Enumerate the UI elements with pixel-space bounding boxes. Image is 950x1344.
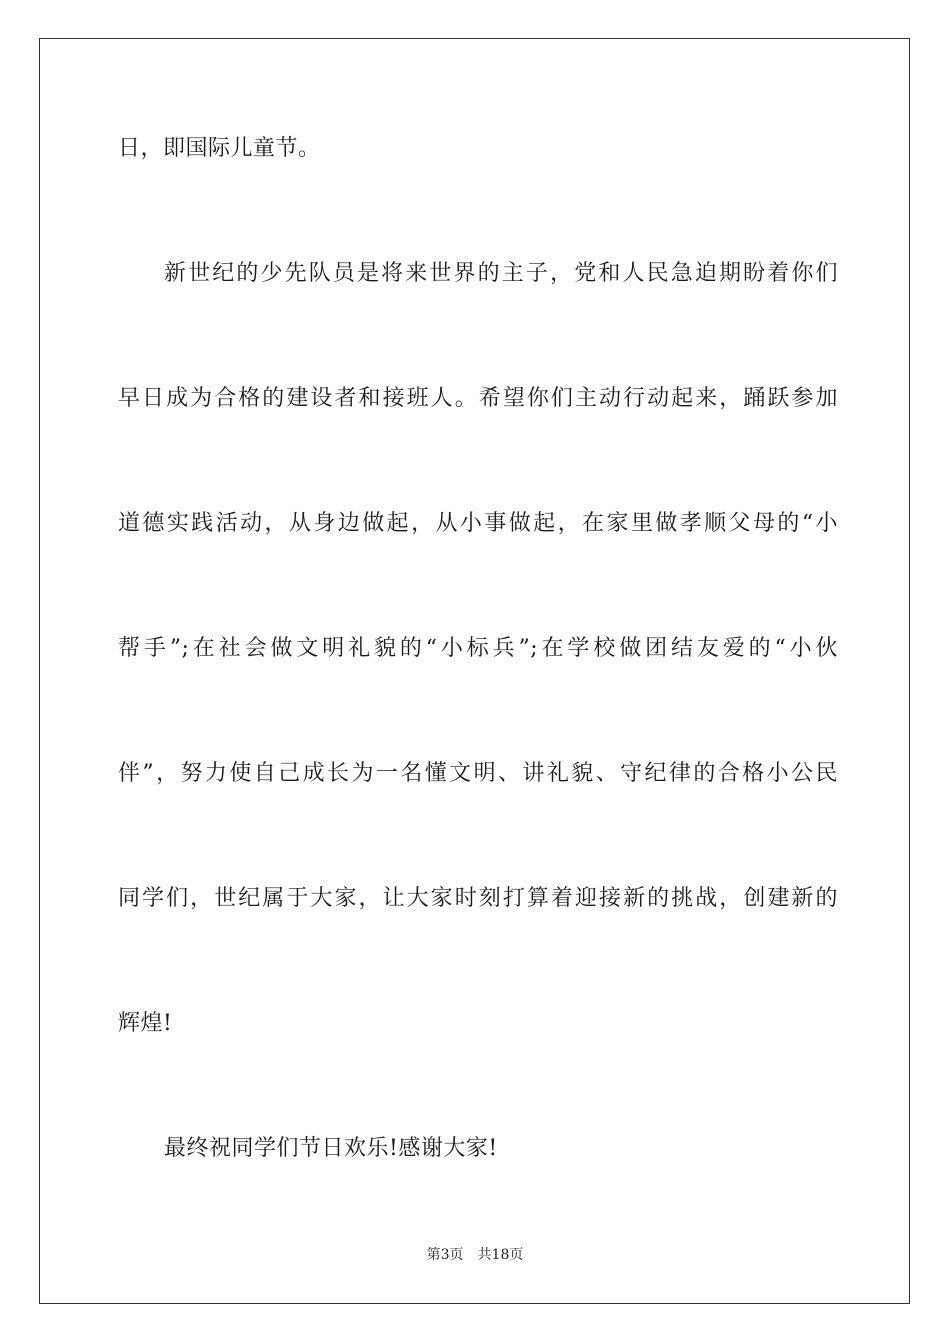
paragraph-line: 新世纪的少先队员是将来世界的主子，党和人民急迫期盼着你们 [164,261,838,286]
paragraph-line: 最终祝同学们节日欢乐!感谢大家! [164,1136,498,1161]
page-footer [0,1246,950,1264]
paragraph-line: 伴”，努力使自己成长为一名懂文明、讲礼貌、守纪律的合格小公民 [118,761,838,786]
paragraph-line: 日，即国际儿童节。 [118,136,321,161]
paragraph-line: 帮手”;在社会做文明礼貌的“小标兵”;在学校做团结友爱的“小伙 [118,636,838,661]
page-number: 第3页 [426,1247,464,1263]
paragraph-line: 早日成为合格的建设者和接班人。希望你们主动行动起来，踊跃参加 [118,386,838,411]
paragraph-line: 辉煌! [118,1011,173,1036]
paragraph-line: 道德实践活动，从身边做起，从小事做起，在家里做孝顺父母的“小 [118,511,838,536]
page-total: 共18页 [477,1247,524,1263]
page-border [39,38,910,1304]
paragraph-line: 同学们，世纪属于大家，让大家时刻打算着迎接新的挑战，创建新的 [118,886,838,911]
